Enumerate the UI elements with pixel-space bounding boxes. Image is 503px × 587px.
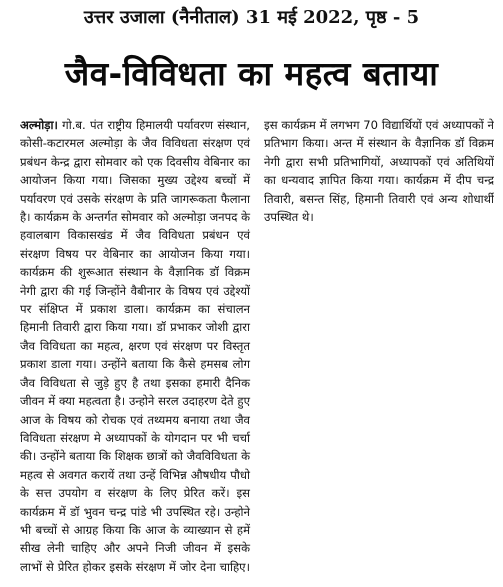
article-dateline: अल्मोड़ा। <box>20 118 58 132</box>
article-text: गो.ब. पंत राष्ट्रीय हिमालयी पर्यावरण संस्थान, कोसी-कटारमल अल्मोड़ा के जैव विविधता संरक्षण एवं प्रबंधन केन्द्र द्वारा सोमवार को एक दिवसीय वेबिनार का आयोजन किया गया। जिसका मुख्य उद्देश्य बच्चों में पर्यावरण एवं उसके संरक्षण के प्रति जागरूकता फैलाना है। कार्यक्रम के अन्तर्गत सोमवार को अल्मोड़ा जनपद के हवालबाग विकासखंड में जैव विविधता प्रबंधन एवं संरक्षण विषय पर वेबिनार का आयोजन किया गया। कार्यक्रम की शुरूआत संस्थान के वैज्ञानिक डॉ विक्रम नेगी द्वारा की गई जिन्होंने वैबीनार के विषय एवं उद्देश्यों पर संक्षिप्त में प्रकाश डाला। कार्यक्रम का संचालन हिमानी तिवारी द्वारा किया गया। डॉ प्रभाकर जोशी द्वारा जैव विविधता का महत्व, क्षरण एवं संरक्षण पर विस्तृत प्रकाश डाला गया। उन्होंने बताया कि कैसे हमसब लोग जैव विविधता से जुड़े हुए है तथा इसका हमारी दैनिक जीवन में क्या महत्वता है। उन्होने सरल उदाहरण देते हुए आज के विषय को रोचक एवं तथ्यमय बनाया तथा जैव विविधता संरक्षण मे अध्यापकों के योगदान पर भी चर्चा की। उन्होंने बताया कि शिक्षक छात्रों को जैवविविधता के महत्व से अवगत करायें तथा उन्हें विभिन्न औषधीय पौधो के सत्त उपयोग व संरक्षण के लिए प्रेरित करें। इस कार्यक्रम में डॉ भुवन चन्द्र पांडे भी उपस्थित रहे। उन्होने भी बच्चों से आग्रह किया कि आज के व्याख्यान से हमें सीख लेनी चाहिए और अपने निजी जीवन में इसके लाभों से प्रेरित होकर इसके संरक्षण में जोर देना चाहिए। इस कार्यक्रम में लगभग 70 विद्यार्थियों एवं अध्यापकों ने प्रतिभाग किया। अन्त में संस्थान के वैज्ञानिक डॉ विक्रम नेगी द्वारा सभी प्रतिभागियों, अध्यापकों एवं अतिथियों का धन्यवाद ज्ञापित किया गया। कार्यक्रम में दीप चन्द्र तिवारी, बसन्त सिंह, हिमानी तिवारी एवं अन्य शोधार्थी उपस्थित थे। <box>20 118 494 574</box>
masthead: उत्तर उजाला (नैनीताल) 31 मई 2022, पृष्ठ - 5 <box>83 7 420 28</box>
article-body <box>20 116 494 584</box>
article-paragraph <box>20 116 494 584</box>
article-headline: जैव-विविधता का महत्व बताया <box>64 54 439 93</box>
